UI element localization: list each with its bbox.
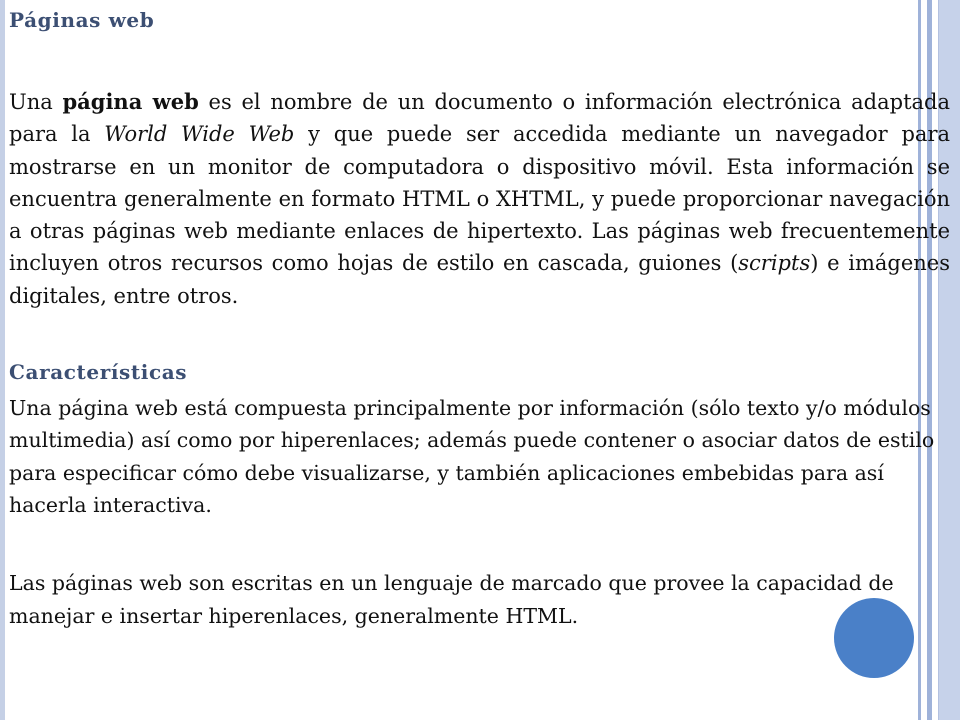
left-border-rule [0, 0, 5, 720]
section-heading-paginas-web: Páginas web [9, 8, 155, 32]
characteristics-paragraph: Una página web está compuesta principalmente por información (sólo texto y/o módulos multimedia) así como por hiperenlaces; además puede contener o asociar datos de estilo para especificar cómo debe visualizarse, y también aplicaciones embebidas para así hacerla interactiva. [9, 396, 935, 517]
section-heading-caracteristicas: Características [9, 360, 188, 385]
text-run: Una [9, 90, 63, 114]
italic-term: scripts [738, 251, 811, 276]
markup-paragraph: Las páginas web son escritas en un lenguaje de marcado que provee la capacidad de manejar e insertar hiperenlaces, generalmente HTML. [9, 571, 894, 628]
slide-content [9, 6, 950, 632]
text-run: ) e imágenes digitales, entre otros. [9, 251, 950, 308]
text-run: y que puede ser accedida mediante un navegador para mostrarse en un monitor de computadora o dispositivo móvil. Esta información se encuentra generalmente en formato HTML o XHTML, y puede proporcionar navegación a otras páginas web mediante enlaces de hipertexto. Las páginas web frecuentemente incluyen otros recursos como hojas de estilo en cascada, guiones ( [9, 122, 950, 276]
definition-paragraph [9, 86, 950, 312]
text-run: es el nombre de un documento o información electrónica adaptada para la [9, 90, 950, 147]
italic-term: World Wide Web [104, 122, 295, 147]
blue-circle-decoration [834, 598, 914, 678]
bold-term: página web [62, 89, 199, 114]
